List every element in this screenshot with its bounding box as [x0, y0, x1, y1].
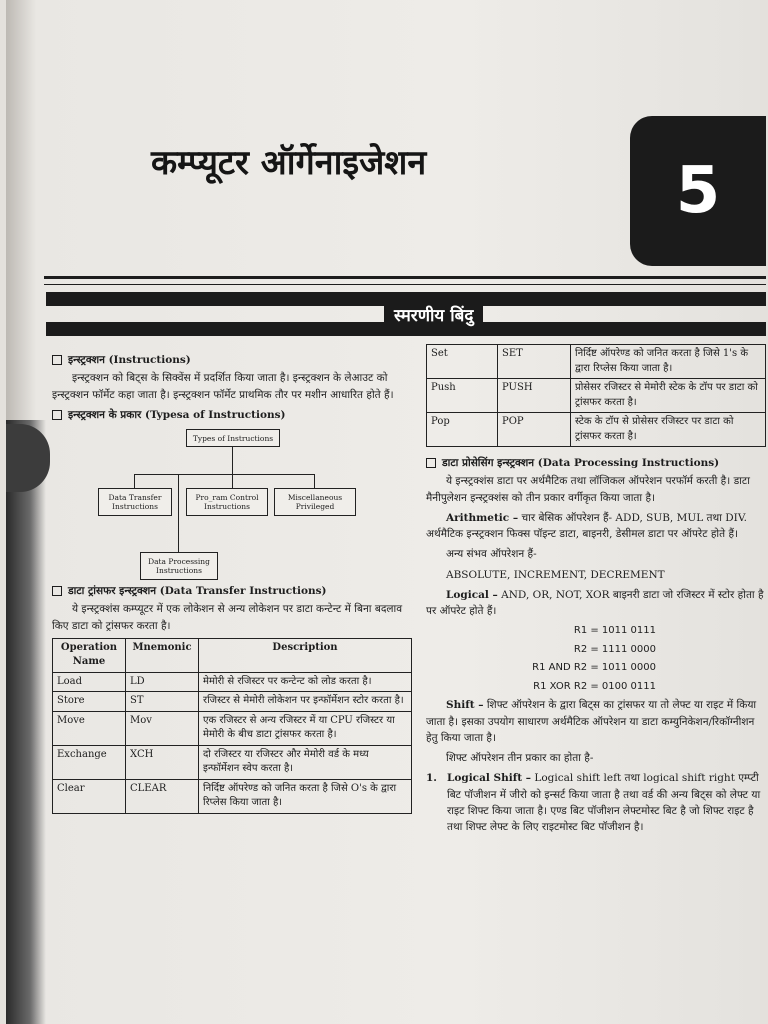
checkbox-bullet-icon [52, 410, 62, 420]
table-row: Store ST रजिस्टर से मेमोरी लोकेशन पर इन्फॉर्मेशन स्टोर करता है। [53, 692, 412, 712]
continued-table [426, 344, 766, 447]
equation: R1 = 1011 0111 [573, 625, 656, 637]
table-row: Pop POP स्टेक के टॉप से प्रोसेसर रजिस्टर पर डाटा को ट्रांसफर करता है। [427, 413, 766, 447]
equation: R2 = 1111 0000 [573, 643, 656, 655]
other-ops-label: अन्य संभव ऑपरेशन हैं- [446, 548, 537, 561]
data-transfer-table [52, 638, 412, 814]
data-transfer-text: ये इन्स्ट्रक्शंस कम्प्यूटर में एक लोकेशन से अन्य लोकेशन पर डाटा कन्टेन्ट में बिना बदलाव किए डाटा को ट्रांसफर करता है। [52, 603, 403, 632]
chapter-number-badge: 5 [630, 116, 766, 266]
shift-types: शिफ्ट ऑपरेशन तीन प्रकार का होता है- [446, 752, 594, 765]
left-column [52, 348, 412, 814]
data-processing-text: ये इन्स्ट्रक्शंस डाटा पर अर्थमैटिक तथा लॉजिकल ऑपरेशन परफॉर्म करती है। डाटा मैनीपुलेशन इन्स्ट्रक्शंस को तीन प्रकार वर्गीकृत किया जाता है। [426, 475, 750, 504]
types-heading: इन्स्ट्रक्शन के प्रकार (Typesa of Instructions) [52, 407, 412, 423]
banner-label: स्मरणीय बिंदु [384, 292, 483, 336]
section-banner [46, 292, 766, 336]
checkbox-bullet-icon [52, 355, 62, 365]
diagram-node-miscellaneous: Miscellaneous Privileged [274, 488, 356, 516]
checkbox-bullet-icon [52, 586, 62, 596]
data-transfer-heading: डाटा ट्रांसफर इन्स्ट्रक्शन (Data Transfer Instructions) [52, 583, 412, 599]
instructions-heading: इन्स्ट्रक्शन (Instructions) [52, 352, 412, 368]
book-page [6, 0, 764, 1024]
types-diagram [52, 427, 412, 577]
table-row: Move Mov एक रजिस्टर से अन्य रजिस्टर में या CPU रजिस्टर या मेमोरी के बीच डाटा ट्रांसफर करता है। [53, 711, 412, 745]
diagram-node-program-control: Pro_ram Control Instructions [186, 488, 268, 516]
table-row: Exchange XCH दो रजिस्टर या रजिस्टर और मेमोरी वर्ड के मध्य इन्फॉर्मेशन स्वेप करता है। [53, 745, 412, 779]
equation: R1 AND R2 = 1011 0000 [532, 662, 656, 674]
diagram-node-data-processing: Data Processing Instructions [140, 552, 218, 580]
equation: R1 XOR R2 = 0100 0111 [533, 680, 656, 692]
data-processing-heading: डाटा प्रोसेसिंग इन्स्ट्रक्शन (Data Processing Instructions) [426, 455, 766, 471]
table-row: Set SET निर्दिष्ट ऑपरेण्ड को जनित करता है जिसे 1's के द्वारा रिप्लेस किया जाता है। [427, 345, 766, 379]
diagram-root: Types of Instructions [186, 429, 280, 447]
right-column [426, 344, 766, 836]
top-rule-thin [44, 284, 766, 285]
shift-para: Shift – शिफ्ट ऑपरेशन के द्वारा बिट्स का ट्रांसफर या तो लेफ्ट या राइट में किया जाता है। इसका उपयोग साधारण अर्थमैटिक ऑपरेशन या डाटा कम्युनिकेशन/रिकॉग्नीशन हेतु किया जाता है। [426, 699, 757, 744]
table-row: Clear CLEAR निर्दिष्ट ऑपरेण्ड को जनित करता है जिसे O's के द्वारा रिप्लेस किया जाता है। [53, 779, 412, 813]
list-item: 1. Logical Shift – Logical shift left तथा logical shift right एम्प्टी बिट पॉजीशन में जीरो को इन्सर्ट किया जाता है तथा वर्ड की अन्य बिट्स को लेफ्ट या राइट शिफ्ट किया जाता है। एण्ड बिट पॉजीशन लेफ्टमोस्ट बिट है जो शिफ्ट राइट है तथा शिफ्ट लेफ्ट के लिए राइटमोस्ट बिट पॉजीशन है। [426, 772, 761, 834]
table-row: Load LD मेमोरी से रजिस्टर पर कन्टेन्ट को लोड करता है। [53, 672, 412, 692]
instructions-text: इन्स्ट्रक्शन को बिट्स के सिक्वेंस में प्रदर्शित किया जाता है। इन्स्ट्रक्शन के लेआउट को इन्स्ट्रक्शन फॉर्मेट कहा जाता है। इन्स्ट्रक्शन फॉर्मेट प्राथमिक तौर पर मशीन आधारित होते हैं। [52, 372, 394, 401]
other-ops-list: ABSOLUTE, INCREMENT, DECREMENT [446, 568, 665, 581]
checkbox-bullet-icon [426, 458, 436, 468]
page-binding-shadow [6, 420, 46, 1024]
chapter-title: कम्प्यूटर ऑर्गेनाइजेशन [151, 143, 427, 183]
logical-para: Logical – AND, OR, NOT, XOR बाइनरी डाटा जो रजिस्टर में स्टोर होता है पर ऑपरेट होते हैं। [426, 588, 764, 618]
table-row: Push PUSH प्रोसेसर रजिस्टर से मेमोरी स्टेक के टॉप पर डाटा को ट्रांसफर करता है। [427, 379, 766, 413]
table-header-row: Operation Name Mnemonic Description [53, 638, 412, 672]
top-rule [44, 276, 766, 279]
diagram-node-data-transfer: Data Transfer Instructions [98, 488, 172, 516]
arithmetic-para: Arithmetic – चार बेसिक ऑपरेशन हैं- ADD, SUB, MUL तथा DIV. अर्थमैटिक इन्स्ट्रक्शन फिक्स पॉइन्ट डाटा, बाइनरी, डेसीमल डाटा पर ऑपरेट होते हैं। [426, 511, 747, 541]
